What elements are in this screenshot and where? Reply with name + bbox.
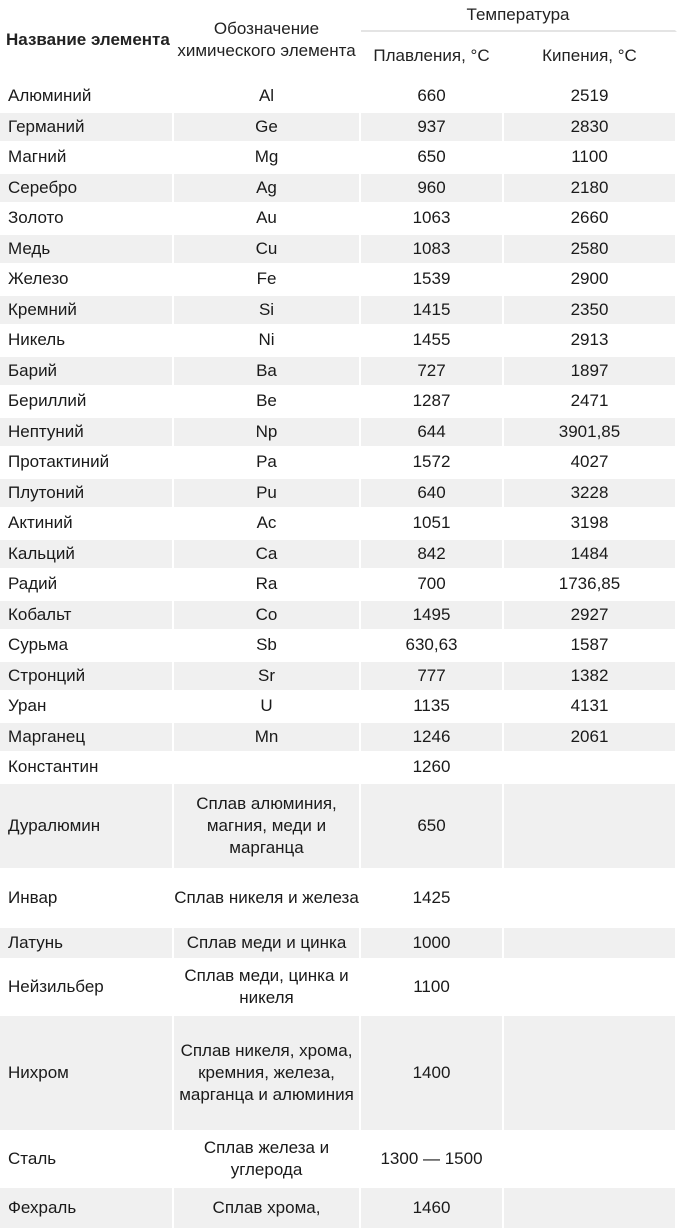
boiling-point	[504, 1132, 677, 1188]
element-symbol: Ge	[174, 113, 361, 144]
boiling-point: 2660	[504, 204, 677, 235]
element-symbol: Mn	[174, 723, 361, 754]
element-symbol	[174, 753, 361, 784]
table-row	[0, 662, 677, 693]
element-name: Железо	[0, 265, 174, 296]
table-row	[0, 960, 677, 1016]
melting-point: 1000	[361, 928, 504, 960]
boiling-point	[504, 784, 677, 870]
boiling-point: 1100	[504, 143, 677, 174]
alloy-composition: Сплав железа и углерода	[174, 1132, 361, 1188]
element-symbol: Cu	[174, 235, 361, 266]
element-name: Магний	[0, 143, 174, 174]
element-name: Сурьма	[0, 631, 174, 662]
element-symbol: Sb	[174, 631, 361, 662]
element-symbol: Ag	[174, 174, 361, 205]
melting-point: 660	[361, 82, 504, 113]
alloy-composition: Сплав меди, цинка и никеля	[174, 960, 361, 1016]
melting-point: 1425	[361, 870, 504, 928]
table-row	[0, 692, 677, 723]
table-row	[0, 235, 677, 266]
melting-point: 1083	[361, 235, 504, 266]
element-symbol: Np	[174, 418, 361, 449]
boiling-point	[504, 870, 677, 928]
element-symbol: Fe	[174, 265, 361, 296]
element-name: Марганец	[0, 723, 174, 754]
melting-point: 1400	[361, 1016, 504, 1132]
element-symbol: Co	[174, 601, 361, 632]
table-row	[0, 143, 677, 174]
element-name: Бериллий	[0, 387, 174, 418]
element-symbol: Mg	[174, 143, 361, 174]
table-row	[0, 265, 677, 296]
table-row	[0, 326, 677, 357]
table-row	[0, 601, 677, 632]
boiling-point: 2350	[504, 296, 677, 327]
boiling-point	[504, 1188, 677, 1230]
boiling-point: 3228	[504, 479, 677, 510]
element-symbol: Ni	[174, 326, 361, 357]
melting-point: 1246	[361, 723, 504, 754]
table-row	[0, 1016, 677, 1132]
element-name: Нептуний	[0, 418, 174, 449]
alloy-name: Нихром	[0, 1016, 174, 1132]
melting-point: 1135	[361, 692, 504, 723]
boiling-point: 2519	[504, 82, 677, 113]
table-row	[0, 204, 677, 235]
boiling-point: 1736,85	[504, 570, 677, 601]
melting-point: 1415	[361, 296, 504, 327]
element-name: Константин	[0, 753, 174, 784]
table-row	[0, 540, 677, 571]
table-row	[0, 509, 677, 540]
element-symbol: U	[174, 692, 361, 723]
melting-point: 1572	[361, 448, 504, 479]
header-temperature: Температура	[361, 0, 677, 32]
alloy-name: Сталь	[0, 1132, 174, 1188]
header-melting: Плавления, °С	[361, 32, 504, 82]
element-name: Медь	[0, 235, 174, 266]
boiling-point: 2061	[504, 723, 677, 754]
element-symbol: Pa	[174, 448, 361, 479]
melting-point: 1100	[361, 960, 504, 1016]
melting-point: 1287	[361, 387, 504, 418]
element-symbol: Au	[174, 204, 361, 235]
element-name: Уран	[0, 692, 174, 723]
melting-point: 650	[361, 143, 504, 174]
melting-point: 1300 — 1500	[361, 1132, 504, 1188]
element-name: Радий	[0, 570, 174, 601]
boiling-point: 2913	[504, 326, 677, 357]
melting-point: 700	[361, 570, 504, 601]
boiling-point: 2830	[504, 113, 677, 144]
melting-point: 1051	[361, 509, 504, 540]
table-row	[0, 387, 677, 418]
melting-point: 640	[361, 479, 504, 510]
element-name: Никель	[0, 326, 174, 357]
table-row	[0, 631, 677, 662]
element-symbol: Ac	[174, 509, 361, 540]
melting-point: 1539	[361, 265, 504, 296]
element-name: Серебро	[0, 174, 174, 205]
alloy-composition: Сплав никеля и железа	[174, 870, 361, 928]
element-symbol: Sr	[174, 662, 361, 693]
table-row	[0, 296, 677, 327]
alloy-composition: Сплав хрома,	[174, 1188, 361, 1230]
element-name: Стронций	[0, 662, 174, 693]
alloy-name: Инвар	[0, 870, 174, 928]
boiling-point: 4027	[504, 448, 677, 479]
melting-point: 842	[361, 540, 504, 571]
table-row	[0, 723, 677, 754]
boiling-point: 2580	[504, 235, 677, 266]
alloy-composition: Сплав никеля, хрома, кремния, железа, марганца и алюминия	[174, 1016, 361, 1132]
element-name: Золото	[0, 204, 174, 235]
header-boiling: Кипения, °С	[504, 32, 677, 82]
boiling-point: 2471	[504, 387, 677, 418]
table-row	[0, 753, 677, 784]
element-symbol: Pu	[174, 479, 361, 510]
melting-point: 1063	[361, 204, 504, 235]
element-name: Кобальт	[0, 601, 174, 632]
table-row	[0, 928, 677, 960]
melting-point: 1455	[361, 326, 504, 357]
table-row	[0, 570, 677, 601]
table-row	[0, 113, 677, 144]
element-name: Протактиний	[0, 448, 174, 479]
alloy-name: Латунь	[0, 928, 174, 960]
melting-point: 1460	[361, 1188, 504, 1230]
element-name: Германий	[0, 113, 174, 144]
boiling-point: 1587	[504, 631, 677, 662]
boiling-point	[504, 928, 677, 960]
table-row	[0, 357, 677, 388]
boiling-point	[504, 960, 677, 1016]
table-row	[0, 479, 677, 510]
boiling-point: 3901,85	[504, 418, 677, 449]
element-symbol: Si	[174, 296, 361, 327]
table-row	[0, 1188, 677, 1230]
element-name: Кальций	[0, 540, 174, 571]
element-symbol: Ra	[174, 570, 361, 601]
element-name: Плутоний	[0, 479, 174, 510]
boiling-point: 3198	[504, 509, 677, 540]
table-row	[0, 82, 677, 113]
boiling-point: 2927	[504, 601, 677, 632]
melting-point: 777	[361, 662, 504, 693]
boiling-point: 1897	[504, 357, 677, 388]
melting-point: 937	[361, 113, 504, 144]
boiling-point: 4131	[504, 692, 677, 723]
alloy-name: Дуралюмин	[0, 784, 174, 870]
element-name: Алюминий	[0, 82, 174, 113]
element-symbol: Ba	[174, 357, 361, 388]
alloy-name: Нейзильбер	[0, 960, 174, 1016]
alloy-composition: Сплав алюминия, магния, меди и марганца	[174, 784, 361, 870]
melting-point: 630,63	[361, 631, 504, 662]
table-row	[0, 174, 677, 205]
element-symbol: Ca	[174, 540, 361, 571]
boiling-point	[504, 1016, 677, 1132]
melting-point: 960	[361, 174, 504, 205]
melting-point: 644	[361, 418, 504, 449]
boiling-point	[504, 753, 677, 784]
table-row	[0, 448, 677, 479]
table-row	[0, 418, 677, 449]
boiling-point: 2180	[504, 174, 677, 205]
table-row	[0, 870, 677, 928]
melting-point: 727	[361, 357, 504, 388]
melting-point: 1260	[361, 753, 504, 784]
melting-point: 650	[361, 784, 504, 870]
boiling-point: 1484	[504, 540, 677, 571]
element-symbol: Be	[174, 387, 361, 418]
alloy-name: Фехраль	[0, 1188, 174, 1230]
boiling-point: 1382	[504, 662, 677, 693]
element-name: Барий	[0, 357, 174, 388]
table-row	[0, 1132, 677, 1188]
header-element-name: Название элемента	[0, 0, 174, 82]
element-symbol: Al	[174, 82, 361, 113]
alloy-composition: Сплав меди и цинка	[174, 928, 361, 960]
boiling-point: 2900	[504, 265, 677, 296]
header-designation: Обозначение химического элемента	[174, 0, 361, 82]
melting-point: 1495	[361, 601, 504, 632]
element-name: Актиний	[0, 509, 174, 540]
element-name: Кремний	[0, 296, 174, 327]
table-row	[0, 784, 677, 870]
